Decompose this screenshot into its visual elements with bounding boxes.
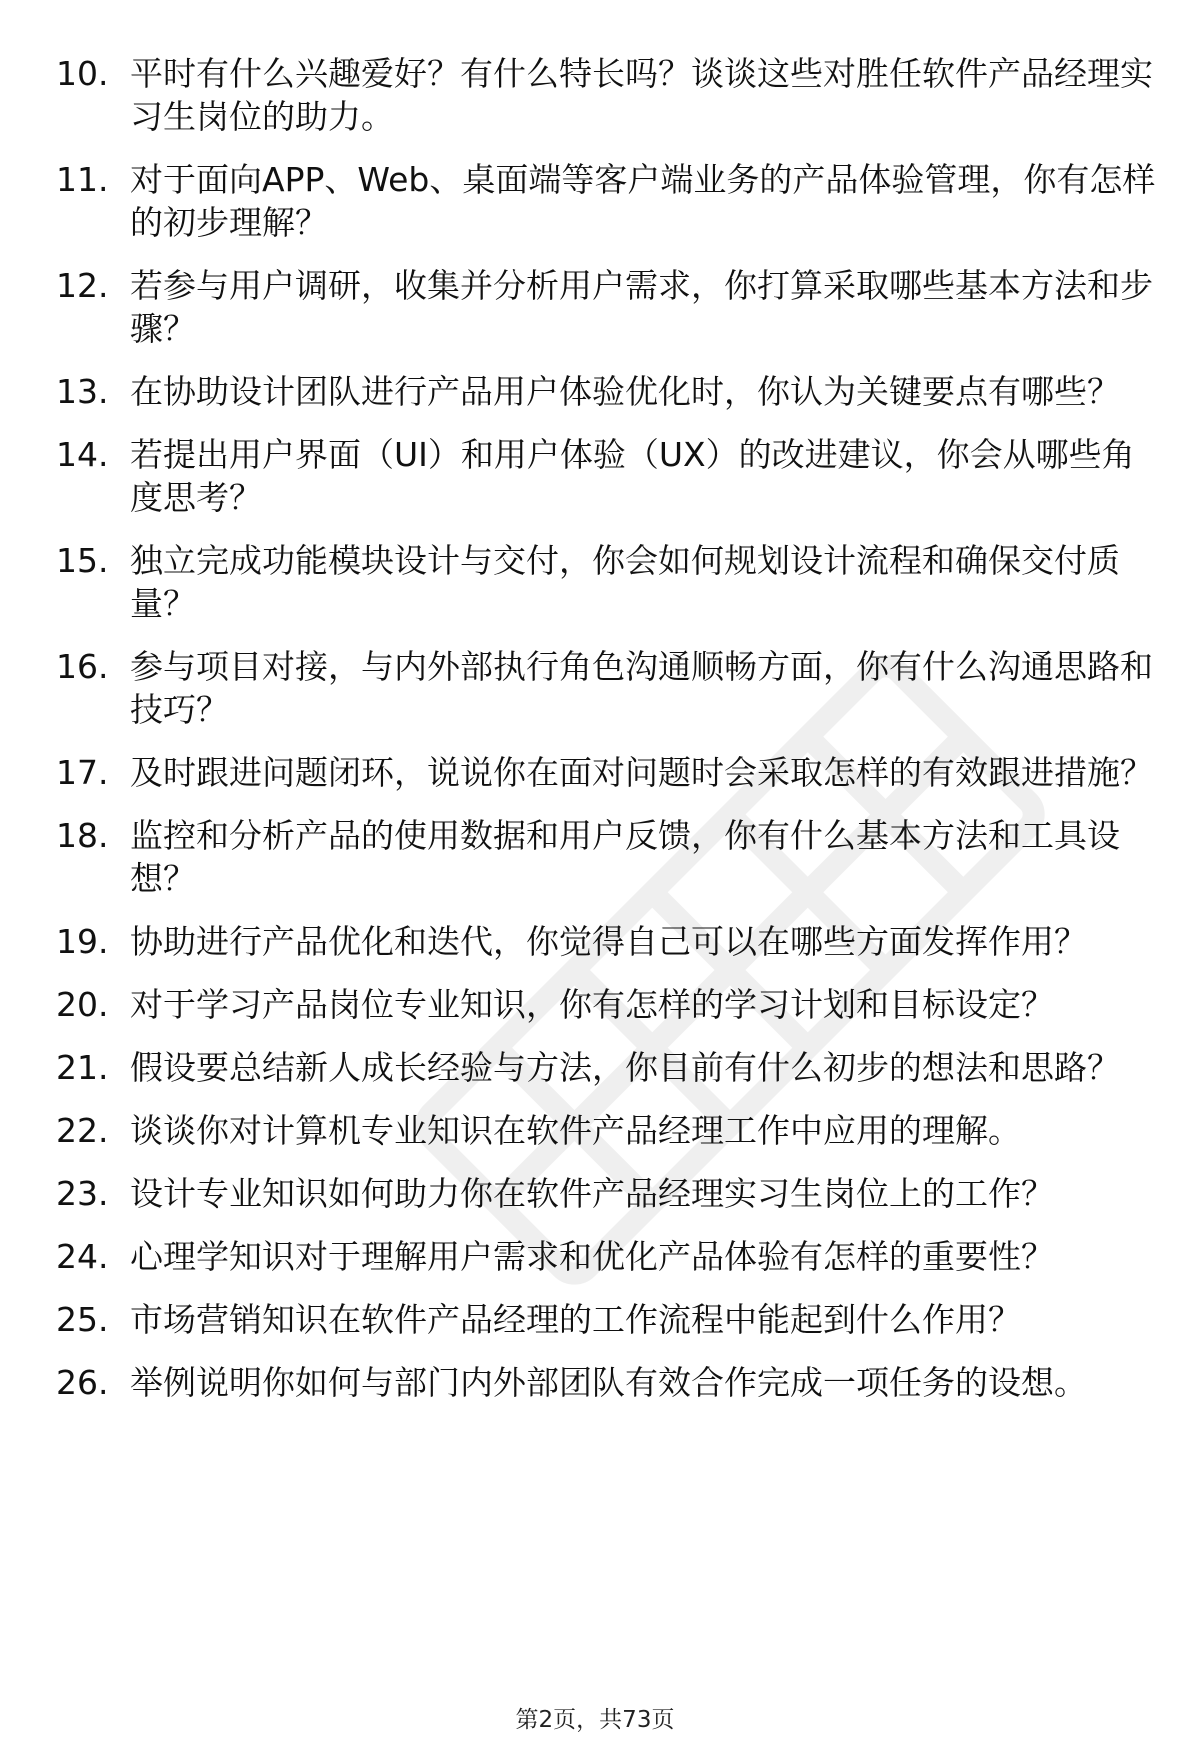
question-item — [56, 1298, 1161, 1341]
question-text: 若提出用户界面（UI）和用户体验（UX）的改进建议，你会从哪些角度思考？ — [130, 435, 1135, 517]
question-item — [56, 158, 1161, 244]
question-text: 在协助设计团队进行产品用户体验优化时，你认为关键要点有哪些？ — [130, 372, 1120, 411]
question-text: 心理学知识对于理解用户需求和优化产品体验有怎样的重要性？ — [130, 1237, 1054, 1276]
question-number: 19. — [56, 922, 109, 961]
question-number: 14. — [56, 435, 109, 474]
question-item — [56, 814, 1161, 900]
page-footer: 第2页，共73页 — [515, 1707, 675, 1733]
question-item — [56, 433, 1161, 519]
question-item — [56, 1046, 1161, 1089]
question-text: 对于学习产品岗位专业知识，你有怎样的学习计划和目标设定？ — [130, 985, 1054, 1024]
question-list — [56, 52, 1161, 1424]
question-item — [56, 1235, 1161, 1278]
question-text: 独立完成功能模块设计与交付，你会如何规划设计流程和确保交付质量？ — [130, 541, 1120, 623]
question-number: 10. — [56, 54, 109, 93]
question-item — [56, 920, 1161, 963]
question-text: 及时跟进问题闭环，说说你在面对问题时会采取怎样的有效跟进措施？ — [130, 753, 1153, 792]
question-item — [56, 539, 1161, 625]
question-item — [56, 645, 1161, 731]
question-item — [56, 1361, 1161, 1404]
question-number: 20. — [56, 985, 109, 1024]
question-text: 谈谈你对计算机专业知识在软件产品经理工作中应用的理解。 — [130, 1111, 1021, 1150]
question-number: 15. — [56, 541, 109, 580]
question-number: 13. — [56, 372, 109, 411]
question-text: 对于面向APP、Web、桌面端等客户端业务的产品体验管理，你有怎样的初步理解？ — [130, 160, 1156, 242]
question-item — [56, 52, 1161, 138]
question-number: 11. — [56, 160, 109, 199]
question-text: 若参与用户调研，收集并分析用户需求，你打算采取哪些基本方法和步骤？ — [130, 266, 1153, 348]
question-text: 假设要总结新人成长经验与方法，你目前有什么初步的想法和思路？ — [130, 1048, 1120, 1087]
question-number: 23. — [56, 1174, 109, 1213]
question-text: 举例说明你如何与部门内外部团队有效合作完成一项任务的设想。 — [130, 1363, 1087, 1402]
question-number: 16. — [56, 647, 109, 686]
question-number: 26. — [56, 1363, 109, 1402]
question-text: 平时有什么兴趣爱好？有什么特长吗？谈谈这些对胜任软件产品经理实习生岗位的助力。 — [130, 54, 1153, 136]
question-number: 18. — [56, 816, 109, 855]
question-number: 17. — [56, 753, 109, 792]
question-text: 设计专业知识如何助力你在软件产品经理实习生岗位上的工作？ — [130, 1174, 1054, 1213]
question-text: 监控和分析产品的使用数据和用户反馈，你有什么基本方法和工具设想？ — [130, 816, 1120, 898]
question-number: 24. — [56, 1237, 109, 1276]
question-item — [56, 1109, 1161, 1152]
question-item — [56, 264, 1161, 350]
question-item — [56, 370, 1161, 413]
question-number: 25. — [56, 1300, 109, 1339]
question-number: 21. — [56, 1048, 109, 1087]
question-item — [56, 983, 1161, 1026]
question-item — [56, 1172, 1161, 1215]
question-number: 12. — [56, 266, 109, 305]
question-item — [56, 751, 1161, 794]
question-text: 协助进行产品优化和迭代，你觉得自己可以在哪些方面发挥作用？ — [130, 922, 1087, 961]
question-text: 参与项目对接，与内外部执行角色沟通顺畅方面，你有什么沟通思路和技巧？ — [130, 647, 1153, 729]
question-number: 22. — [56, 1111, 109, 1150]
question-text: 市场营销知识在软件产品经理的工作流程中能起到什么作用？ — [130, 1300, 1021, 1339]
